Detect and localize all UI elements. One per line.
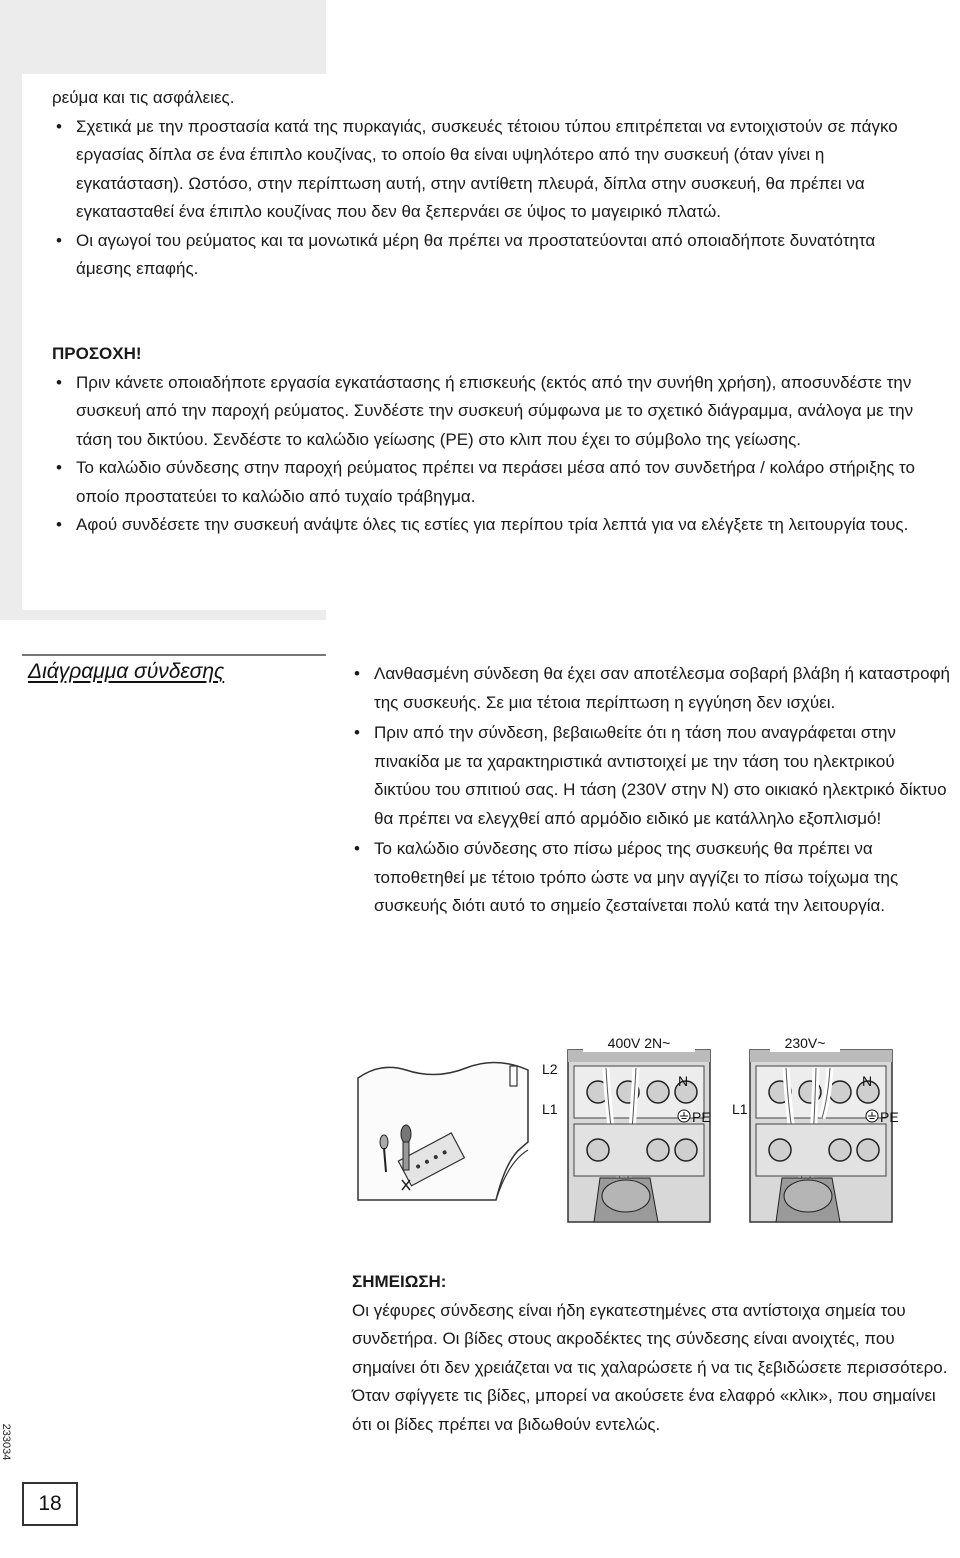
section-divider (22, 654, 326, 656)
bullet-cable-clamp: • Το καλώδιο σύνδεσης στην παροχή ρεύματος πρέπει να περάσει μέσα από τον συνδετήρα / κολάρο στήριξης το οποίο προστατεύει το καλώδιο από τυχαίο τράβηγμα. (56, 458, 915, 506)
l1-label: L1 (542, 1101, 558, 1117)
note-text: Οι γέφυρες σύνδεσης είναι ήδη εγκατεστημένες στα αντίστοιχα σημεία του συνδετήρα. Οι βίδες στους ακροδέκτες της σύνδεσης είναι ανοιχτές, που σημαίνει ότι δεν χρειάζεται να τις χαλαρώσετε ή να τις ξεβιδώσετε περισσότερο. Όταν σφίγγετε τις βίδες, μπορεί να ακούσετε ένα ελαφρό «κλικ», που σημαίνει ότι οι βίδες πρέπει να βιδωθούν εντελώς. (352, 1300, 948, 1434)
bullet-conductors: • Οι αγωγοί του ρεύματος και τα μονωτικά μέρη θα πρέπει να προστατεύονται από οποιαδήποτε δυνατότητα άμεσης επαφής. (56, 230, 876, 278)
l2-label: L2 (542, 1061, 558, 1077)
section-title: Διάγραμμα σύνδεσης (28, 660, 225, 683)
warning-heading: ΠΡΟΣΟΧΗ! (52, 344, 142, 363)
document-number: 233034 (0, 1423, 12, 1461)
bullet-test-burners: • Αφού συνδέσετε την συσκευή ανάψτε όλες τις εστίες για περίπου τρία λεπτά για να ελέγξετε τη λειτουργία τους. (56, 515, 909, 534)
intro-line: ρεύμα και τις ασφάλειες. (52, 88, 235, 107)
l1-label: L1 (732, 1101, 748, 1117)
bullet-fire-protection: • Σχετικά με την προστασία κατά της πυρκαγιάς, συσκευές τέτοιου τύπου επιτρέπεται να εντοιχιστούν σε πάγκο εργασίας δίπλα σε ένα έπιπλο κουζίνας, το οποίο θα είναι υψηλότερο από την συσκευή (όταν γίνει η εγκατάσταση). Ωστόσο, στην περίπτωση αυτή, στην αντίθετη πλευρά, δίπλα στην συσκευή, θα πρέπει να εγκατασταθεί ένα έπιπλο κουζίνας που δεν θα ξεπερνάει σε ύψος το μαγειρικό πλατώ. (56, 116, 898, 221)
voltage-label: 230V~ (784, 1035, 826, 1051)
voltage-label: 400V 2N~ (607, 1035, 671, 1051)
safety-instructions-box (22, 74, 954, 610)
terminal-diagram-400v (540, 1028, 730, 1224)
bullet-wrong-connection: • Λανθασμένη σύνδεση θα έχει σαν αποτέλεσμα σοβαρή βλάβη ή καταστροφή της συσκευής. Σε μια τέτοια περίπτωση η εγγύηση δεν ισχύει. (354, 664, 950, 712)
terminal-screw (647, 1081, 669, 1103)
page-number: 18 (22, 1482, 78, 1526)
hob-underside-illustration (346, 1030, 536, 1210)
bullet-check-voltage: • Πριν από την σύνδεση, βεβαιωθείτε ότι η τάση που αναγράφεται στην πινακίδα με τα χαρακτηριστικά αντιστοιχεί με την τάση του ηλεκτρικού δικτύου του σπιτιού σας. Η τάση (230V στην N) στο οικιακό ηλεκτρικό δίκτυο θα πρέπει να ελεγχθεί από αρμόδιο ειδικό με κατάλληλο εξοπλισμό! (354, 723, 947, 828)
note-title: ΣΗΜΕΙΩΣΗ: (352, 1272, 447, 1291)
pe-label: PE (692, 1109, 711, 1125)
n-label: N (678, 1073, 689, 1089)
bullet-disconnect: • Πριν κάνετε οποιαδήποτε εργασία εγκατάστασης ή επισκευής (εκτός από την συνήθη χρήση), αποσυνδέστε την συσκευή από την παροχή ρεύματος. Συνδέστε την συσκευή σύμφωνα με το σχετικό διάγραμμα, ανάλογα με την τάση του δικτύου. Σενδέστε το καλώδιο γείωσης (PE) στο κλιπ που έχει το σύμβολο της γείωσης. (56, 372, 914, 449)
bullet-cable-position: • Το καλώδιο σύνδεσης στο πίσω μέρος της συσκευής θα πρέπει να τοποθετηθεί με τέτοιο τρόπο ώστε να μην αγγίζει το πίσω τοίχωμα της συσκευής διότι αυτό το σημείο ζεσταίνεται πολύ κατά την λειτουργία. (354, 839, 899, 915)
pe-label: PE (880, 1109, 899, 1125)
terminal-diagram-230v (730, 1028, 920, 1224)
note-section (352, 1268, 952, 1439)
n-label: N (862, 1073, 873, 1089)
connection-bullets (350, 660, 950, 923)
